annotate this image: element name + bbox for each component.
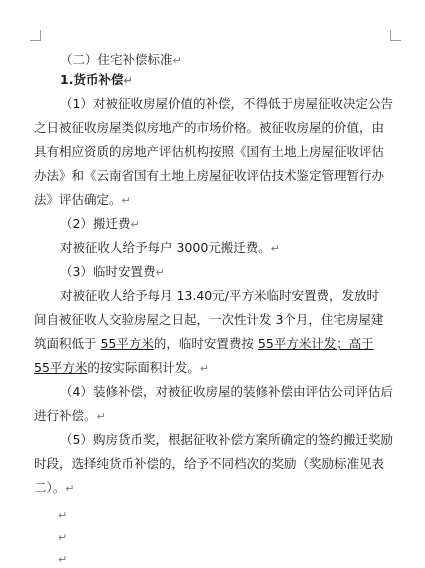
page-corner-mark-top-left: [30, 30, 41, 41]
paragraph-line: 具有相应资质的房地产评估机构按照《国有土地上房屋征收评估: [34, 144, 385, 159]
paragraph-line: （5）购房货币奖，根据征收补偿方案所确定的签约搬迁奖励: [60, 432, 393, 447]
paragraph-line: 进行补偿。↵: [34, 408, 106, 423]
section-heading: （二）住宅补偿标准↵: [60, 52, 182, 67]
paragraph-line: 间自被征收人交验房屋之日起，一次性计发 3个月，住宅房屋建: [34, 312, 384, 327]
item-heading: （2）搬迁费↵: [60, 216, 140, 231]
paragraph-line: 55平方米的按实际面积计发。↵: [34, 360, 210, 375]
paragraph-line: 法》评估确定。↵: [34, 192, 131, 207]
paragraph-line: 筑面积低于 55平方米的，临时安置费按 55平方米计发；高于: [34, 336, 374, 351]
subsection-heading: 1.货币补偿↵: [60, 72, 133, 87]
paragraph-line: 之日被征收房屋类似房地产的市场价格。被征收房屋的价值，由: [34, 120, 385, 135]
item-heading: （3）临时安置费↵: [60, 264, 165, 279]
empty-paragraph-mark: ↵: [58, 509, 68, 522]
paragraph-line: 对被征收人给予每户 3000元搬迁费。↵: [60, 240, 281, 255]
page-corner-mark-top-right: [390, 30, 401, 41]
paragraph-line: 对被征收人给予每月 13.40元/平方米临时安置费，发放时: [60, 288, 379, 303]
paragraph-line: 二）。↵: [34, 480, 75, 495]
paragraph-line: （4）装修补偿，对被征收房屋的装修补偿由评估公司评估后: [60, 384, 393, 399]
empty-paragraph-mark: ↵: [58, 531, 68, 544]
empty-paragraph-mark: ↵: [58, 553, 68, 566]
paragraph-line: 时段，选择纯货币补偿的，给予不同档次的奖励（奖励标准见表: [34, 456, 385, 471]
paragraph-line: 办法》和《云南省国有土地上房屋征收评估技术鉴定管理暂行办: [34, 168, 385, 183]
paragraph-line: （1）对被征收房屋价值的补偿，不得低于房屋征收决定公告: [60, 96, 393, 111]
